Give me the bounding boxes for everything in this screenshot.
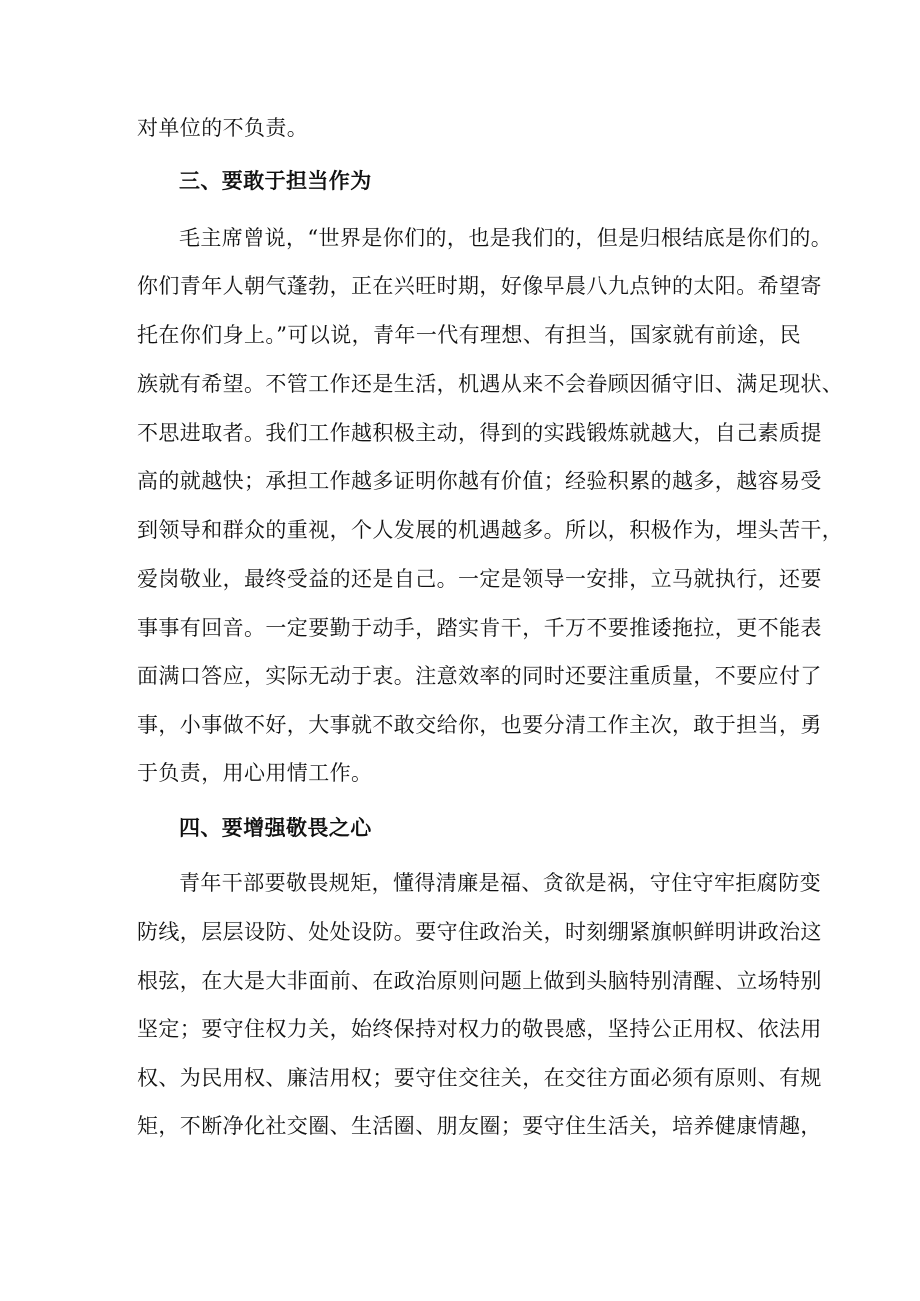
paragraph-line: 矩，不断净化社交圈、生活圈、朋友圈；要守住生活关，培养健康情趣， bbox=[137, 1114, 822, 1138]
paragraph-line: 面满口答应，实际无动于衷。注意效率的同时还要注重质量，不要应付了 bbox=[137, 664, 822, 688]
paragraph-line: 不思进取者。我们工作越积极主动，得到的实践锻炼就越大，自己素质提 bbox=[137, 421, 822, 445]
paragraph-line: 事事有回音。一定要勤于动手，踏实肯干，千万不要推诿拖拉，更不能表 bbox=[137, 616, 822, 640]
section-heading-3: 三、要敢于担当作为 bbox=[179, 168, 372, 193]
paragraph-line: 事，小事做不好，大事就不敢交给你，也要分清工作主次，敢于担当，勇 bbox=[137, 713, 822, 737]
paragraph-line: 托在你们身上。”可以说，青年一代有理想、有担当，国家就有前途，民 bbox=[137, 323, 802, 347]
paragraph-line: 毛主席曾说，“世界是你们的，也是我们的，但是归根结底是你们的。 bbox=[179, 226, 833, 250]
paragraph-line: 到领导和群众的重视，个人发展的机遇越多。所以，积极作为，埋头苦干， bbox=[137, 518, 844, 542]
paragraph-line: 你们青年人朝气蓬勃，正在兴旺时期，好像早晨八九点钟的太阳。希望寄 bbox=[137, 274, 822, 298]
section-heading-4: 四、要增强敬畏之心 bbox=[179, 815, 372, 840]
paragraph-line: 高的就越快；承担工作越多证明你越有价值；经验积累的越多，越容易受 bbox=[137, 469, 822, 493]
paragraph-line: 根弦，在大是大非面前、在政治原则问题上做到头脑特别清醒、立场特别 bbox=[137, 969, 822, 993]
paragraph-line: 青年干部要敬畏规矩，懂得清廉是福、贪欲是祸，守住守牢拒腐防变 bbox=[179, 871, 821, 895]
paragraph-line: 族就有希望。不管工作还是生活，机遇从来不会眷顾因循守旧、满足现状、 bbox=[137, 372, 844, 396]
paragraph-line: 爱岗敬业，最终受益的还是自己。一定是领导一安排，立马就执行，还要 bbox=[137, 567, 822, 591]
paragraph-line: 权、为民用权、廉洁用权；要守住交往关，在交往方面必须有原则、有规 bbox=[137, 1066, 822, 1090]
paragraph-line: 防线，层层设防、处处设防。要守住政治关，时刻绷紧旗帜鲜明讲政治这 bbox=[137, 920, 822, 944]
paragraph-line: 坚定；要守住权力关，始终保持对权力的敬畏感，坚持公正用权、依法用 bbox=[137, 1017, 822, 1041]
paragraph-line: 对单位的不负责。 bbox=[137, 116, 309, 140]
paragraph-line: 于负责，用心用情工作。 bbox=[137, 761, 373, 785]
